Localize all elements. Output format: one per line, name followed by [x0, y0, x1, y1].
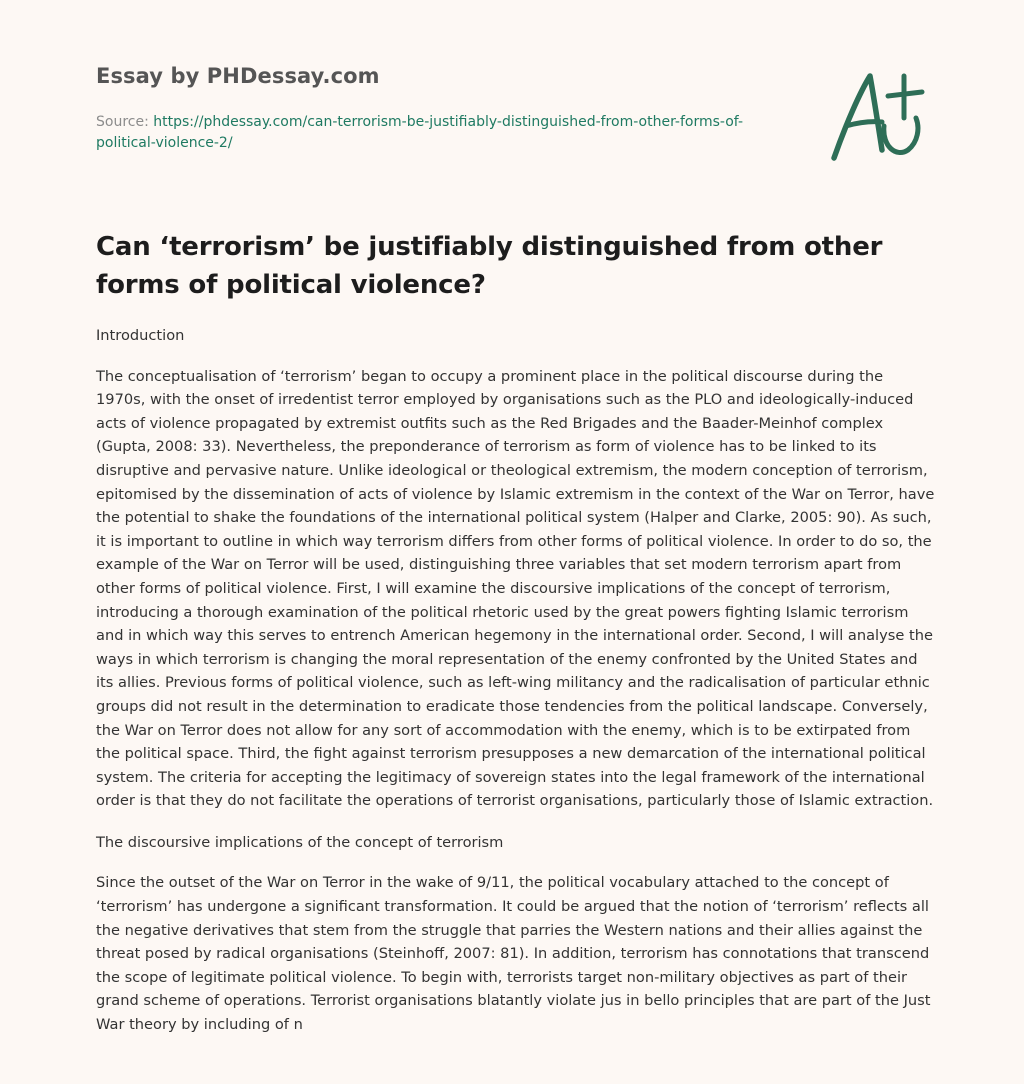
essay-title: Can ‘terrorism’ be justifiably distinguished from other forms of political violence?	[96, 232, 883, 300]
section-heading-discoursive-implications: The discoursive implications of the concept of terrorism	[96, 833, 504, 851]
source-link[interactable]: https://phdessay.com/can-terrorism-be-justifiably-distinguished-from-other-forms-of-political-violence-2/	[96, 114, 744, 151]
source-label: Source:	[96, 114, 149, 130]
section-paragraph-introduction: The conceptualisation of ‘terrorism’ began to occupy a prominent place in the political discourse during the 1970s, with the onset of irredentist terror employed by organisations such as the PLO and ideologically-induced acts of violence propagated by extremist outfits such as the Red Brigades and the Baader-Meinhof complex (Gupta, 2008: 33). Nevertheless, the preponderance of terrorism as form of violence has to be linked to its disruptive and pervasive nature. Unlike ideological or theological extremism, the modern conception of terrorism, epitomised by the dissemination of acts of violence by Islamic extremism in the context of the War on Terror, have the potential to shake the foundations of the international political system (Halper and Clarke, 2005: 90). As such, it is important to outline in which way terrorism differs from other forms of political violence. In order to do so, the example of the War on Terror will be used, distinguishing three variables that set modern terrorism apart from other forms of political violence. First, I will examine the discoursive implications of the concept of terrorism, introducing a thorough examination of the political rhetoric used by the great powers fighting Islamic terrorism and in which way this serves to entrench American hegemony in the international order. Second, I will analyse the ways in which terrorism is changing the moral representation of the enemy confronted by the United States and its allies. Previous forms of political violence, such as left-wing militancy and the radicalisation of particular ethnic groups did not result in the determination to eradicate those tendencies from the political landscape. Conversely, the War on Terror does not allow for any sort of accommodation with the enemy, which is to be extirpated from the political space. Third, the fight against terrorism presupposes a new demarcation of the international political system. The criteria for accepting the legitimacy of sovereign states into the legal framework of the international order is that they do not facilitate the operations of terrorist organisations, particularly those of Islamic extraction.	[96, 367, 935, 810]
section-heading-introduction: Introduction	[96, 327, 185, 344]
source-line	[96, 112, 756, 154]
essay-body	[96, 324, 936, 1055]
site-brand: Essay by PHDessay.com	[96, 64, 380, 88]
a-plus-logo-icon	[824, 66, 928, 166]
section-paragraph-discoursive-implications: Since the outset of the War on Terror in the wake of 9/11, the political vocabulary attached to the concept of ‘terrorism’ has undergone a significant transformation. It could be argued that the notion of ‘terrorism’ reflects all the negative derivatives that stem from the struggle that parries the Western nations and their allies against the threat posed by radical organisations (Steinhoff, 2007: 81). In addition, terrorism has connotations that transcend the scope of legitimate political violence. To begin with, terrorists target non-military objectives as part of their grand scheme of operations. Terrorist organisations blatantly violate jus in bello principles that are part of the Just War theory by including of n	[96, 874, 931, 1034]
